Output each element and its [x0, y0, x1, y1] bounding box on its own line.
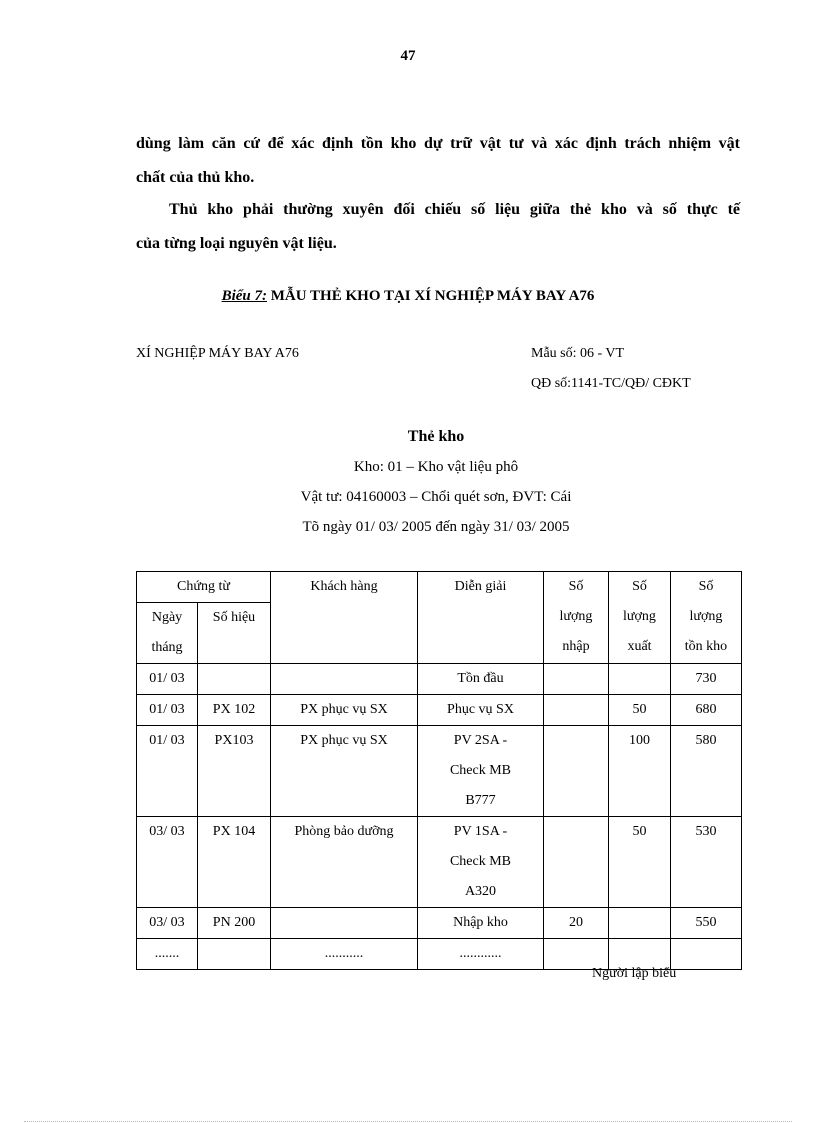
cell-date: 03/ 03	[137, 817, 198, 908]
cell-doc-no: PN 200	[198, 908, 271, 939]
cell-qty-in	[544, 695, 609, 726]
cell-description	[418, 817, 544, 908]
cell-description-line: Check MB	[449, 763, 512, 778]
header-date-line: Ngày	[151, 610, 183, 625]
cell-qty-in: 20	[544, 908, 609, 939]
header-qty-in-line: Số	[568, 579, 584, 594]
paragraph-1-line-1: dùng làm căn cứ để xác định tồn kho dự trữ vật tư và xác định trách nhiệm vật	[136, 135, 740, 152]
paragraph-2-line-2: của từng loại nguyên vật liệu.	[136, 235, 337, 252]
cell-qty-out: 50	[609, 817, 671, 908]
cell-customer: Phòng bảo dưỡng	[271, 817, 418, 908]
cell-description	[418, 726, 544, 817]
header-qty-in-line: nhập	[562, 639, 590, 654]
cell-doc-no: PX 102	[198, 695, 271, 726]
cell-qty-in	[544, 817, 609, 908]
table-row	[137, 939, 742, 970]
cell-description-line: PV 2SA -	[453, 733, 508, 748]
paragraph-1	[136, 127, 740, 195]
cell-date: .......	[137, 939, 198, 970]
cell-qty-in	[544, 664, 609, 695]
header-date-line: tháng	[151, 640, 183, 655]
form-caption	[0, 288, 816, 305]
cell-description	[418, 695, 544, 726]
cell-customer: PX phục vụ SX	[271, 695, 418, 726]
card-title: Thẻ kho	[407, 428, 465, 445]
cell-qty-out: 100	[609, 726, 671, 817]
cell-description-line: PV 1SA -	[453, 824, 508, 839]
table-row	[137, 817, 742, 908]
header-doc-no: Số hiệu	[198, 603, 271, 664]
paragraph-2-line-1: Thủ kho phải thường xuyên đối chiếu số liệu giữa thẻ kho và số thực tế	[169, 201, 740, 218]
table-row	[137, 695, 742, 726]
header-voucher: Chứng từ	[137, 572, 271, 603]
cell-qty-out: 50	[609, 695, 671, 726]
card-material: Vật tư: 04160003 – Chổi quét sơn, ĐVT: Cái	[300, 489, 572, 505]
cell-description	[418, 908, 544, 939]
cell-description-line: ............	[459, 946, 502, 961]
header-qty-out-line: lượng	[623, 609, 656, 624]
cell-doc-no	[198, 664, 271, 695]
paragraph-1-line-2: chất của thủ kho.	[136, 169, 255, 186]
table-row	[137, 726, 742, 817]
cell-qty-stock: 550	[671, 908, 742, 939]
table-header-row	[137, 572, 742, 603]
form-number: Mẫu số: 06 - VT	[531, 346, 625, 361]
cell-qty-stock: 680	[671, 695, 742, 726]
cell-description-line: Tồn đầu	[457, 671, 504, 686]
cell-description-line: A320	[464, 884, 497, 899]
header-customer: Khách hàng	[271, 572, 418, 664]
cell-qty-stock: 580	[671, 726, 742, 817]
cell-description	[418, 939, 544, 970]
stock-card-table	[136, 571, 742, 970]
cell-date: 01/ 03	[137, 695, 198, 726]
cell-qty-stock	[671, 939, 742, 970]
cell-customer: PX phục vụ SX	[271, 726, 418, 817]
signer-label: Người lập biểu	[592, 966, 677, 981]
header-qty-stock-line: tồn kho	[684, 639, 728, 654]
cell-date: 03/ 03	[137, 908, 198, 939]
header-qty-out-line: Số	[632, 579, 647, 594]
header-description: Diễn giải	[418, 572, 544, 664]
cell-qty-out	[609, 939, 671, 970]
cell-date: 01/ 03	[137, 726, 198, 817]
header-qty-out-line: xuất	[627, 639, 652, 654]
page-number: 47	[400, 48, 416, 64]
cell-description-line: Phục vụ SX	[447, 702, 514, 717]
table-row	[137, 664, 742, 695]
cell-doc-no: PX 104	[198, 817, 271, 908]
cell-description-line: B777	[465, 793, 496, 808]
decision-number: QĐ số:1141-TC/QĐ/ CĐKT	[531, 376, 691, 391]
cell-qty-out	[609, 908, 671, 939]
caption-prefix: Biểu 7:	[221, 288, 267, 304]
table-row	[137, 908, 742, 939]
cell-doc-no: PX103	[198, 726, 271, 817]
cell-qty-out	[609, 664, 671, 695]
cell-qty-stock: 730	[671, 664, 742, 695]
cell-qty-in	[544, 939, 609, 970]
cell-description	[418, 664, 544, 695]
cell-date: 01/ 03	[137, 664, 198, 695]
card-store: Kho: 01 – Kho vật liệu phô	[353, 459, 519, 475]
cell-customer	[271, 664, 418, 695]
cell-description-line: Nhập kho	[453, 915, 508, 930]
cell-qty-in	[544, 726, 609, 817]
card-period: Tõ ngày 01/ 03/ 2005 đến ngày 31/ 03/ 2005	[302, 519, 570, 535]
cell-customer: ...........	[271, 939, 418, 970]
header-qty-stock-line: lượng	[689, 609, 723, 624]
company-name: XÍ NGHIỆP MÁY BAY A76	[136, 346, 299, 361]
paragraph-2	[136, 193, 740, 261]
page-footer-rule	[24, 1121, 792, 1122]
header-qty-stock	[671, 572, 742, 664]
cell-doc-no	[198, 939, 271, 970]
header-qty-out	[609, 572, 671, 664]
caption-text: MẪU THẺ KHO TẠI XÍ NGHIỆP MÁY BAY A76	[267, 288, 595, 304]
cell-description-line: Check MB	[449, 854, 512, 869]
header-qty-in	[544, 572, 609, 664]
header-date	[137, 603, 198, 664]
cell-customer	[271, 908, 418, 939]
header-qty-in-line: lượng	[559, 609, 593, 624]
header-qty-stock-line: Số	[698, 579, 714, 594]
cell-qty-stock: 530	[671, 817, 742, 908]
